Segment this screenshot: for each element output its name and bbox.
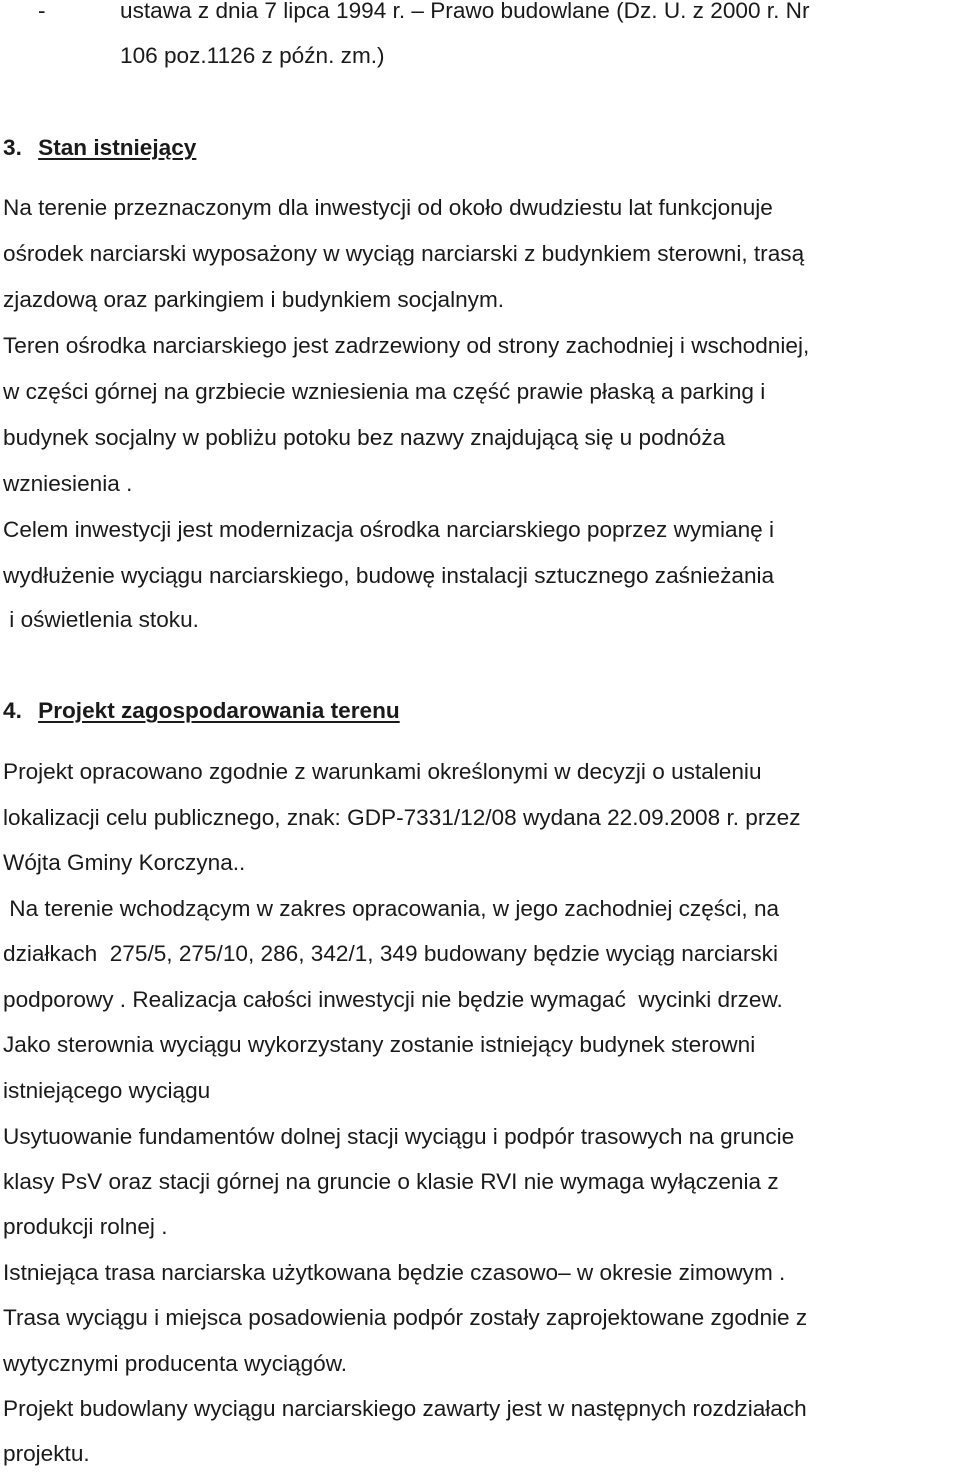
paragraph-line: wydłużenie wyciągu narciarskiego, budowę instalacji sztucznego zaśnieżania xyxy=(3,563,775,588)
paragraph-line: Usytuowanie fundamentów dolnej stacji wyciągu i podpór trasowych na gruncie xyxy=(3,1124,795,1149)
paragraph-line: Trasa wyciągu i miejsca posadowienia podpór zostały zaprojektowane zgodnie z xyxy=(3,1305,808,1330)
paragraph-line: klasy PsV oraz stacji górnej na gruncie o klasie RVI nie wymaga wyłączenia z xyxy=(3,1169,779,1194)
paragraph-line: Wójta Gminy Korczyna.. xyxy=(3,850,246,875)
paragraph-line: Projekt budowlany wyciągu narciarskiego zawarty jest w następnych rozdziałach xyxy=(3,1396,807,1421)
paragraph-line: produkcji rolnej . xyxy=(3,1214,168,1239)
section-title: Projekt zagospodarowania terenu xyxy=(38,698,400,723)
paragraph-line: Teren ośrodka narciarskiego jest zadrzewiony od strony zachodniej i wschodniej, xyxy=(3,333,810,358)
paragraph-line: Celem inwestycji jest modernizacja ośrodka narciarskiego poprzez wymianę i xyxy=(3,517,775,542)
paragraph-line: w części górnej na grzbiecie wzniesienia ma część prawie płaską a parking i xyxy=(3,379,766,404)
paragraph-line: Projekt opracowano zgodnie z warunkami określonymi w decyzji o ustaleniu xyxy=(3,759,762,784)
paragraph-line: Na terenie wchodzącym w zakres opracowania, w jego zachodniej części, na xyxy=(3,896,780,921)
paragraph-line: wzniesienia . xyxy=(3,471,133,496)
paragraph-line: projektu. xyxy=(3,1441,90,1466)
list-item-line: ustawa z dnia 7 lipca 1994 r. – Prawo budowlane (Dz. U. z 2000 r. Nr xyxy=(120,0,810,23)
section-title: Stan istniejący xyxy=(38,135,197,160)
paragraph-line: Na terenie przeznaczonym dla inwestycji od około dwudziestu lat funkcjonuje xyxy=(3,195,773,220)
paragraph-line: działkach 275/5, 275/10, 286, 342/1, 349 budowany będzie wyciąg narciarski xyxy=(3,941,778,966)
paragraph-line: Istniejąca trasa narciarska użytkowana będzie czasowo– w okresie zimowym . xyxy=(3,1260,786,1285)
paragraph-line: istniejącego wyciągu xyxy=(3,1078,211,1103)
paragraph-line: zjazdową oraz parkingiem i budynkiem socjalnym. xyxy=(3,287,505,312)
section-heading xyxy=(3,134,196,162)
paragraph-line: wytycznymi producenta wyciągów. xyxy=(3,1351,348,1376)
paragraph-line: budynek socjalny w pobliżu potoku bez nazwy znajdującą się u podnóża xyxy=(3,425,726,450)
paragraph-line: ośrodek narciarski wyposażony w wyciąg narciarski z budynkiem sterowni, trasą xyxy=(3,241,805,266)
paragraph-line: lokalizacji celu publicznego, znak: GDP-7331/12/08 wydana 22.09.2008 r. przez xyxy=(3,805,801,830)
section-heading xyxy=(3,697,400,725)
paragraph-line: i oświetlenia stoku. xyxy=(3,607,199,632)
section-number: 3. xyxy=(3,135,22,160)
list-item-line: 106 poz.1126 z późn. zm.) xyxy=(120,43,385,68)
paragraph-line: Jako sterownia wyciągu wykorzystany zostanie istniejący budynek sterowni xyxy=(3,1032,756,1057)
section-number: 4. xyxy=(3,698,22,723)
list-bullet: - xyxy=(38,0,46,23)
paragraph-line: podporowy . Realizacja całości inwestycji nie będzie wymagać wycinki drzew. xyxy=(3,987,783,1012)
